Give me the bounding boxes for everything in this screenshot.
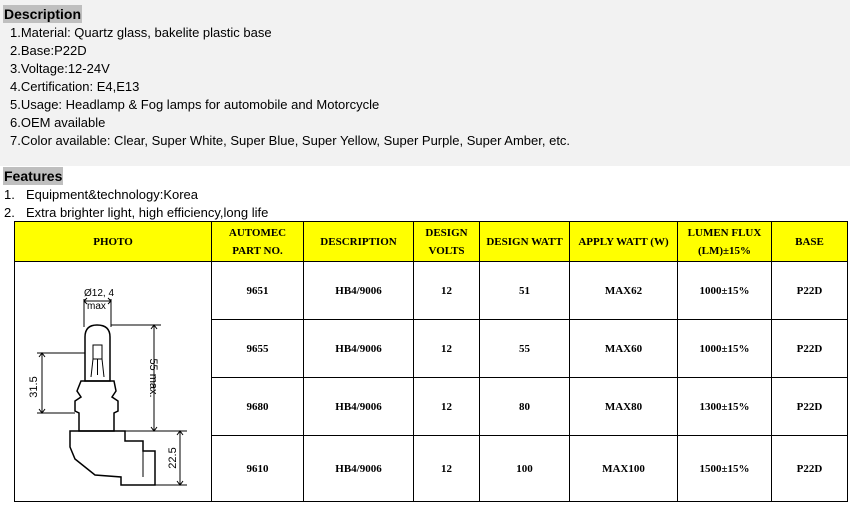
cell-base: P22D: [772, 262, 848, 320]
bulb-base: [75, 381, 118, 431]
header-design-volts: DESIGN VOLTS: [414, 222, 480, 262]
dim-base-label: 22.5: [167, 446, 179, 469]
feature-item: [4, 205, 268, 221]
cell-watt: 80: [480, 378, 570, 436]
bulb-drawing: [15, 262, 212, 502]
diameter-max-label: max: [87, 300, 106, 312]
feature-text: Equipment&technology:Korea: [26, 187, 199, 202]
cell-base: P22D: [772, 436, 848, 502]
cell-volts: 12: [414, 262, 480, 320]
cell-apply-watt: MAX60: [570, 320, 678, 378]
spec-table: [14, 221, 848, 502]
description-item-certification: 4.Certification: E4,E13: [10, 79, 140, 94]
cell-volts: 12: [414, 378, 480, 436]
description-item-oem: 6.OEM available: [10, 115, 106, 130]
cell-apply-watt: MAX80: [570, 378, 678, 436]
header-lumen-flux: LUMEN FLUX (LM)±15%: [678, 222, 772, 262]
cell-part-no: 9610: [212, 436, 304, 502]
feature-number: 2.: [4, 205, 15, 220]
cell-apply-watt: MAX62: [570, 262, 678, 320]
table-row: [15, 262, 848, 320]
features-title: Features: [4, 168, 63, 184]
header-photo: PHOTO: [15, 222, 212, 262]
cell-description: HB4/9006: [304, 436, 414, 502]
dim-left-label: 31.5: [28, 375, 40, 398]
description-item-usage: 5.Usage: Headlamp & Fog lamps for automobile and Motorcycle: [10, 97, 380, 112]
cell-description: HB4/9006: [304, 262, 414, 320]
table-header-row: [15, 222, 848, 262]
cell-apply-watt: MAX100: [570, 436, 678, 502]
description-item-voltage: 3.Voltage:12-24V: [10, 61, 110, 76]
cell-description: HB4/9006: [304, 320, 414, 378]
cell-lumen: 1500±15%: [678, 436, 772, 502]
description-item-base: 2.Base:P22D: [10, 43, 87, 58]
header-description: DESCRIPTION: [304, 222, 414, 262]
description-title: Description: [4, 6, 82, 22]
cell-part-no: 9680: [212, 378, 304, 436]
cell-part-no: 9655: [212, 320, 304, 378]
cell-watt: 51: [480, 262, 570, 320]
cell-base: P22D: [772, 378, 848, 436]
description-item-material: 1.Material: Quartz glass, bakelite plastic base: [10, 25, 272, 40]
bulb-connector: [70, 431, 155, 485]
feature-number: 1.: [4, 187, 15, 202]
header-part-no: AUTOMEC PART NO.: [212, 222, 304, 262]
height-max-label: 55 max.: [147, 357, 159, 398]
cell-lumen: 1000±15%: [678, 262, 772, 320]
cell-volts: 12: [414, 320, 480, 378]
cell-lumen: 1300±15%: [678, 378, 772, 436]
cell-base: P22D: [772, 320, 848, 378]
header-apply-watt: APPLY WATT (W): [570, 222, 678, 262]
header-base: BASE: [772, 222, 848, 262]
cell-watt: 100: [480, 436, 570, 502]
cell-part-no: 9651: [212, 262, 304, 320]
bulb-diagram-icon: [15, 263, 211, 501]
cell-volts: 12: [414, 436, 480, 502]
cell-description: HB4/9006: [304, 378, 414, 436]
cell-watt: 55: [480, 320, 570, 378]
description-item-color: 7.Color available: Clear, Super White, Super Blue, Super Yellow, Super Purple, Super Amber, etc.: [10, 133, 571, 148]
feature-item: [4, 187, 198, 203]
cell-lumen: 1000±15%: [678, 320, 772, 378]
header-design-watt: DESIGN WATT: [480, 222, 570, 262]
diameter-label: Ø12, 4: [84, 287, 115, 299]
feature-text: Extra brighter light, high efficiency,long life: [26, 205, 269, 220]
